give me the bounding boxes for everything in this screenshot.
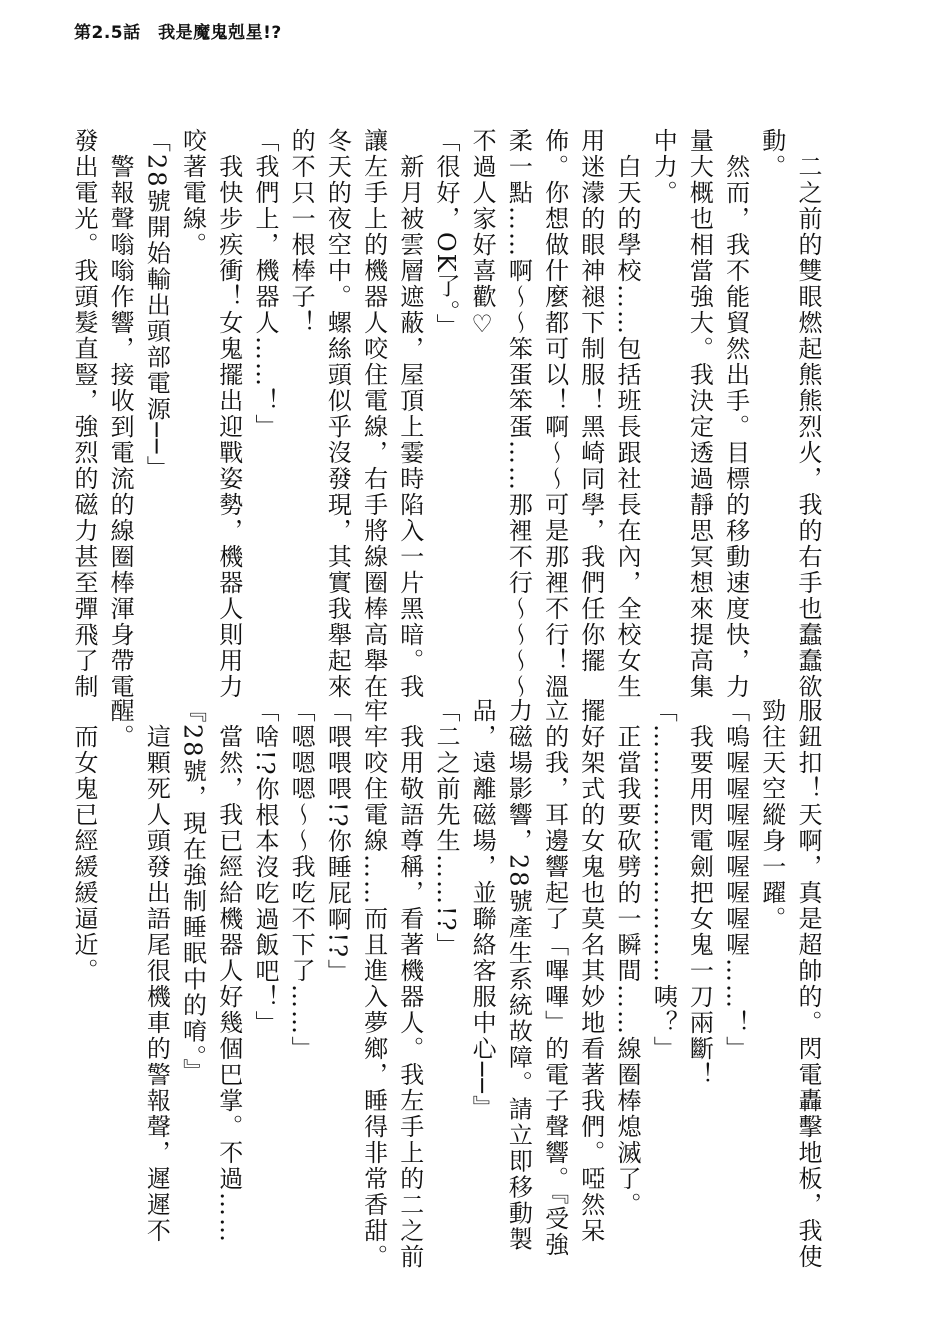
text-column: 讓左手上的機器人咬住電線，右手將線圈棒高舉在 <box>359 128 388 700</box>
text-column: 的不只一根棒子！ <box>287 128 316 336</box>
text-column: 「28號開始輸出頭部電源──」 <box>142 128 171 482</box>
text-column: 這顆死人頭發出語尾很機車的警報聲，遲遲不 <box>142 698 171 1244</box>
text-column: 力磁場影響，28號產生系統故障。請立即移動製 <box>504 698 533 1253</box>
text-column: 中力。 <box>649 128 678 206</box>
text-column: 當然，我已經給機器人好幾個巴掌。不過…… <box>214 698 243 1244</box>
text-column: 正當我要砍劈的一瞬間……線圈棒熄滅了。 <box>612 698 641 1218</box>
text-column: 發出電光。我頭髮直豎，強烈的磁力甚至彈飛了制 <box>69 128 98 700</box>
text-column: 「很好，OK了。」 <box>431 128 460 340</box>
text-column: 『28號，現在強制睡眠中的唷。』 <box>178 698 207 1085</box>
text-block-bottom <box>66 698 826 1270</box>
text-column: 立的我，耳邊響起了「嗶嗶」的電子聲響。『受強 <box>540 698 569 1258</box>
text-column: 佈。你想做什麼都可以！啊～～可是那裡不行！溫 <box>540 128 569 700</box>
text-column: 「二之前先生……!?」 <box>431 698 460 959</box>
text-column: 服鈕扣！天啊，真是超帥的。閃電轟擊地板，我使 <box>794 698 822 1270</box>
text-block-top <box>66 128 826 700</box>
text-column: 醒。 <box>106 698 135 750</box>
text-column: 然而，我不能貿然出手。目標的移動速度快，力 <box>721 128 750 700</box>
text-column: 柔一點……啊～～笨蛋笨蛋……那裡不行～～～～ <box>504 128 533 700</box>
text-column: 「嗯嗯嗯～～我吃不下了……」 <box>287 698 316 1062</box>
text-column: 「我們上，機器人……！」 <box>250 128 279 440</box>
text-column: 勁往天空縱身一躍。 <box>757 698 786 932</box>
text-column: 我快步疾衝！女鬼擺出迎戰姿勢，機器人則用力 <box>214 128 243 700</box>
text-column: 而女鬼已經緩緩逼近。 <box>69 698 98 984</box>
text-column: 量大概也相當強大。我決定透過靜思冥想來提高集 <box>685 128 714 700</box>
chapter-title: 第2.5話 我是魔鬼剋星!? <box>74 23 282 43</box>
text-column: 白天的學校……包括班長跟社長在內，全校女生 <box>612 128 641 700</box>
text-column: 新月被雲層遮蔽，屋頂上霎時陷入一片黑暗。我 <box>395 128 424 700</box>
text-column: 我要用閃電劍把女鬼一刀兩斷！ <box>685 698 714 1088</box>
text-column: 牢牢咬住電線……而且進入夢鄉，睡得非常香甜。 <box>359 698 388 1270</box>
text-column: 「喂喂喂!?你睡屁啊!?」 <box>323 698 352 986</box>
text-column: 不過人家好喜歡♡ <box>468 128 497 340</box>
text-column: 動。 <box>757 128 786 180</box>
text-column: 「啥!?你根本沒吃過飯吧！」 <box>250 698 279 1037</box>
text-column: 「…………………………咦？」 <box>649 698 678 1062</box>
text-column: 二之前的雙眼燃起熊熊烈火，我的右手也蠢蠢欲 <box>794 128 822 700</box>
text-column: 警報聲嗡嗡作響，接收到電流的線圈棒渾身帶電 <box>106 128 135 700</box>
text-column: 「嗚喔喔喔喔喔喔喔喔……！」 <box>721 698 750 1062</box>
text-column: 品，遠離磁場，並聯絡客服中心──』 <box>468 698 497 1121</box>
text-column: 用迷濛的眼神褪下制服！黑崎同學，我們任你擺 <box>576 128 605 674</box>
text-column: 我用敬語尊稱，看著機器人。我左手上的二之前 <box>395 698 424 1270</box>
text-column: 冬天的夜空中。螺絲頭似乎沒發現，其實我舉起來 <box>323 128 352 700</box>
text-column: 咬著電線。 <box>178 128 207 258</box>
text-column: 擺好架式的女鬼也莫名其妙地看著我們。啞然呆 <box>576 698 605 1244</box>
